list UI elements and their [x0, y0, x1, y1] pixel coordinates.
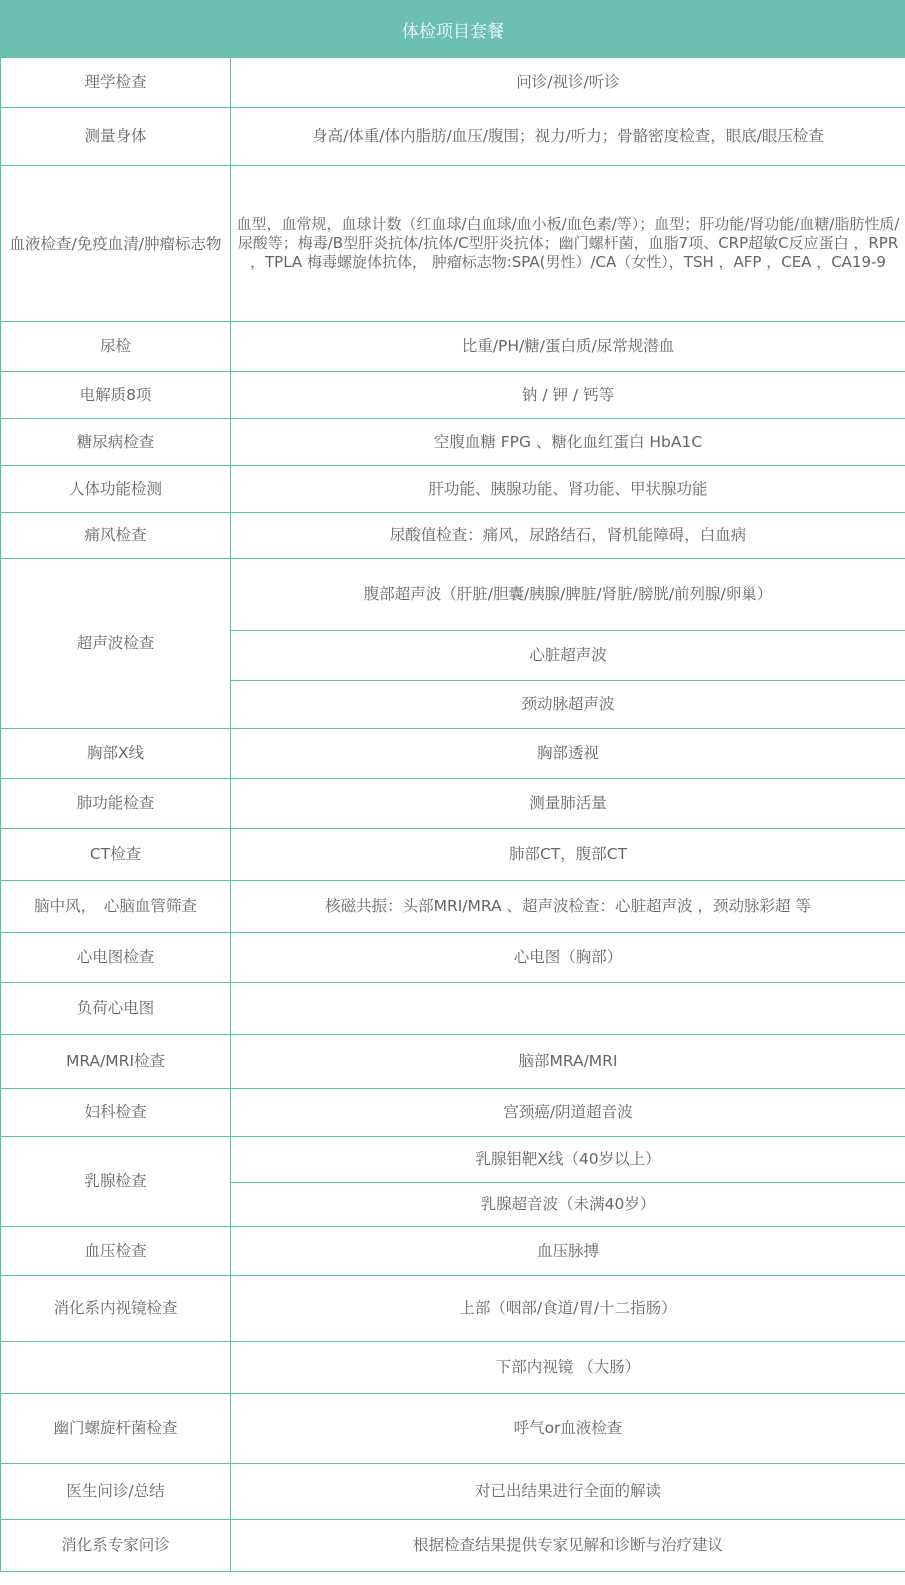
item-cell: 胸部透视: [231, 729, 905, 779]
table-row: [1, 1035, 905, 1089]
category-cell: 肺功能检查: [1, 779, 231, 829]
table-row: [1, 983, 905, 1035]
category-cell: 测量身体: [1, 108, 231, 166]
table-row: [1, 372, 905, 419]
item-cell: 问诊/视诊/听诊: [231, 58, 905, 108]
item-cell: 肺部CT，腹部CT: [231, 829, 905, 881]
table-row: [1, 881, 905, 933]
category-cell: [1, 1342, 231, 1394]
table-title: 体检项目套餐: [1, 1, 905, 58]
category-cell: 痛风检查: [1, 513, 231, 559]
category-cell: 理学检查: [1, 58, 231, 108]
item-cell: 血压脉搏: [231, 1227, 905, 1276]
category-cell: CT检查: [1, 829, 231, 881]
item-cell: 脑部MRA/MRI: [231, 1035, 905, 1089]
table-row: [1, 559, 905, 631]
table-row: [1, 1342, 905, 1394]
category-cell: 血液检查/免疫血清/肿瘤标志物: [1, 166, 231, 322]
table-row: [1, 1137, 905, 1183]
item-cell: 肝功能、胰腺功能、肾功能、甲状腺功能: [231, 466, 905, 513]
category-cell: MRA/MRI检查: [1, 1035, 231, 1089]
category-cell: 人体功能检测: [1, 466, 231, 513]
table-row: [1, 779, 905, 829]
item-cell: 乳腺钼靶X线（40岁以上）: [231, 1137, 905, 1183]
category-cell: 超声波检查: [1, 559, 231, 729]
item-cell: 心电图（胸部）: [231, 933, 905, 983]
category-cell: 心电图检查: [1, 933, 231, 983]
category-cell: 脑中风， 心脑血管筛查: [1, 881, 231, 933]
item-cell: 颈动脉超声波: [231, 681, 905, 729]
table-body: [1, 58, 905, 1572]
item-cell: 下部内视镜 （大肠）: [231, 1342, 905, 1394]
category-cell: 血压检查: [1, 1227, 231, 1276]
category-cell: 消化系内视镜检查: [1, 1276, 231, 1342]
item-cell: 尿酸值检查：痛风，尿路结石，肾机能障碍，白血病: [231, 513, 905, 559]
table-row: [1, 513, 905, 559]
category-cell: 消化系专家问诊: [1, 1520, 231, 1572]
item-cell: 呼气or血液检查: [231, 1394, 905, 1464]
item-cell: 比重/PH/糖/蛋白质/尿常规潜血: [231, 322, 905, 372]
category-cell: 负荷心电图: [1, 983, 231, 1035]
item-cell: 心脏超声波: [231, 631, 905, 681]
table-row: [1, 108, 905, 166]
table-row: [1, 1464, 905, 1520]
category-cell: 糖尿病检查: [1, 419, 231, 466]
category-cell: 电解质8项: [1, 372, 231, 419]
table-row: [1, 58, 905, 108]
item-cell: 宫颈癌/阴道超音波: [231, 1089, 905, 1137]
category-cell: 妇科检查: [1, 1089, 231, 1137]
item-cell: 空腹血糖 FPG 、糖化血红蛋白 HbA1C: [231, 419, 905, 466]
table-row: [1, 419, 905, 466]
item-cell: 身高/体重/体内脂肪/血压/腹围；视力/听力；骨骼密度检查，眼底/眼压检查: [231, 108, 905, 166]
table-row: [1, 322, 905, 372]
table-row: [1, 166, 905, 322]
item-cell: [231, 983, 905, 1035]
category-cell: 胸部X线: [1, 729, 231, 779]
item-cell: 钠 / 钾 / 钙等: [231, 372, 905, 419]
item-cell: 血型，血常规，血球计数（红血球/白血球/血小板/血色素/等）；血型；肝功能/肾功能/血糖/脂肪性质/尿酸等；梅毒/B型肝炎抗体/抗体/C型肝炎抗体；幽门螺杆菌，血脂7项、CRP超敏C反应蛋白 ，RPR ，TPLA 梅毒螺旋体抗体， 肿瘤标志物:SPA(男性）/CA（女性），TSH ，AFP ，CEA ，CA19-9: [231, 166, 905, 322]
category-cell: 医生问诊/总结: [1, 1464, 231, 1520]
item-cell: 乳腺超音波（未满40岁）: [231, 1183, 905, 1227]
item-cell: 对已出结果进行全面的解读: [231, 1464, 905, 1520]
table-row: [1, 1520, 905, 1572]
table-row: [1, 466, 905, 513]
category-cell: 尿检: [1, 322, 231, 372]
table-row: [1, 829, 905, 881]
item-cell: 测量肺活量: [231, 779, 905, 829]
item-cell: 核磁共振：头部MRI/MRA 、超声波检查：心脏超声波 ，颈动脉彩超 等: [231, 881, 905, 933]
table-row: [1, 933, 905, 983]
table-row: [1, 1276, 905, 1342]
table-row: [1, 1089, 905, 1137]
table-header-row: [1, 1, 905, 58]
table-row: [1, 1394, 905, 1464]
category-cell: 幽门螺旋杆菌检查: [1, 1394, 231, 1464]
item-cell: 腹部超声波（肝脏/胆囊/胰腺/脾脏/肾脏/膀胱/前列腺/卵巢）: [231, 559, 905, 631]
table-row: [1, 1227, 905, 1276]
table-row: [1, 729, 905, 779]
category-cell: 乳腺检查: [1, 1137, 231, 1227]
item-cell: 根据检查结果提供专家见解和诊断与治疗建议: [231, 1520, 905, 1572]
item-cell: 上部（咽部/食道/胃/十二指肠）: [231, 1276, 905, 1342]
